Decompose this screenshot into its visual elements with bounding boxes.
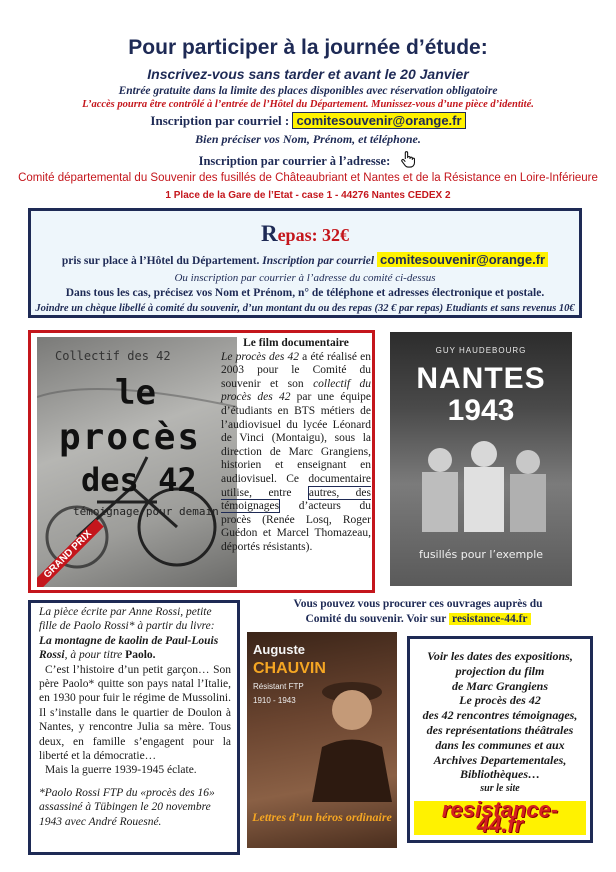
info-line5: sur le site	[480, 783, 520, 795]
meal-payment-note: Joindre un chèque libellé à comité du souvenir, d’un montant du ou des repas (32 € par repas) Etudiants et sans revenus 10€	[35, 303, 575, 314]
meal-registration-line	[31, 252, 579, 267]
info-line1: Voir les dates des expositions, projection du film	[427, 649, 573, 678]
details-note: Bien préciser vos Nom, Prénom, et téléphone.	[195, 132, 421, 146]
film-boxed-text: autres, des témoignages	[221, 486, 371, 513]
play-title-label: , à pour titre	[64, 649, 126, 662]
cover-word-des42: des 42	[81, 461, 197, 499]
pointing-hand-icon	[399, 150, 417, 168]
grand-prix-badge: GRAND PRIX	[37, 519, 104, 587]
info-line4: des 42 rencontres témoignages, des représentations théâtrales dans les communes et aux Archives Departementales, Bibliothèques…	[422, 708, 578, 782]
film-dvd-cover	[37, 337, 237, 587]
purchase-site-link[interactable]: resistance-44.fr	[449, 613, 530, 625]
website-link[interactable]: resistance-44.fr	[414, 801, 586, 835]
meal-email-label: Inscription par courriel	[262, 255, 377, 267]
chauvin-role: Résistant FTP	[253, 682, 304, 691]
group-photo	[390, 432, 572, 542]
play-story-1: C’est l’histoire d’un petit garçon…	[45, 663, 210, 676]
info-line3: Le procès des 42	[459, 693, 541, 708]
access-control-note: L’accès pourra être contrôlé à l’entrée de l’Hôtel du Département. Munissez-vous d’une pièce d’identité.	[82, 99, 534, 110]
meal-onsite-text: pris sur place à l’Hôtel du Département.	[61, 255, 263, 267]
play-intro-text: La pièce écrite par Anne Rossi, petite fille de Paolo Rossi* à partir du livre:	[39, 606, 215, 633]
film-description	[221, 337, 371, 555]
purchase-line2-text: Comité du souvenir. Voir sur	[305, 613, 450, 625]
play-section	[28, 600, 240, 855]
film-collective: collectif du procès des 42	[221, 377, 371, 404]
email-label: Inscription par courriel :	[150, 113, 293, 128]
play-story-2: Son père Paolo* quitte son pays natal l’Italie, en 1930 pour fuir le régime de Mussolini. Il s’installe dans le quartier de Doulon à Nantes, y rencontre Julia sa mère. Tous deux, en famille s’engagent pour la liberté et la démocratie…	[39, 663, 232, 763]
chauvin-first-name: Auguste	[253, 642, 305, 657]
meal-title	[31, 221, 579, 247]
play-title: Paolo.	[125, 649, 156, 662]
film-title: Le procès des 42	[221, 350, 300, 363]
events-info-box	[407, 636, 593, 843]
nantes-1943-book-cover	[390, 332, 572, 586]
play-footnote: *Paolo Rossi FTP du «procès des 16» assassiné à Tübingen le 20 novembre 1943 avec André Rouesné.	[39, 786, 215, 828]
meal-title-initial: R	[260, 221, 278, 246]
book-tagline: fusillés pour l’exemple	[418, 548, 544, 561]
play-story	[39, 663, 231, 764]
committee-address: 1 Place de la Gare de l’Etat - case 1 - 44276 Nantes CEDEX 2	[165, 190, 451, 201]
meal-title-rest: epas: 32€	[277, 225, 350, 245]
film-text-part2: par une équipe d’étudiants en BTS métiers de l’audiovisuel du lycée Léonard de Vinci (Montaigu), sous la direction de Marc Grangiens, historien et enseignant en audiovisuel. Ce documentaire utilise, entre	[221, 391, 372, 499]
meal-details-note: Dans tous les cas, précisez vos Nom et Prénom, n° de téléphone et adresses électronique et postale.	[65, 287, 545, 299]
play-intro	[39, 605, 231, 663]
cover-tagline: témoignage pour demain	[73, 505, 219, 518]
email-registration-line	[0, 113, 616, 129]
film-heading: Le film documentaire	[243, 337, 349, 349]
cover-collective: Collectif des 42	[55, 349, 171, 363]
play-source-book: La montagne de kaolin de Paul-Louis Rossi	[39, 634, 219, 662]
book-author: GUY HAUDEBOURG	[435, 346, 527, 355]
info-line2: de Marc Grangiens	[451, 678, 548, 693]
film-text-part3: d’acteurs du procès (Renée Losq, Roger Guédon et Marcel Thomazeau, déportés résistants).	[221, 500, 371, 553]
book-title-line1: NANTES	[416, 362, 546, 395]
mail-label: Inscription par courrier à l’adresse:	[198, 154, 391, 168]
registration-deadline: Inscrivez-vous sans tarder et avant le 20 Janvier	[147, 66, 469, 82]
portrait-photo	[307, 662, 397, 802]
purchase-line1: Vous pouvez vous procurer ces ouvrages auprès du	[293, 598, 543, 610]
meal-email-link[interactable]: comitesouvenir@orange.fr	[377, 252, 548, 267]
chauvin-subtitle: Lettres d’un héros ordinaire	[252, 810, 392, 824]
chauvin-book-cover	[247, 632, 397, 848]
film-section	[28, 330, 375, 593]
meal-postal-note: Ou inscription par courrier à l’adresse du comité ci-dessus	[174, 272, 436, 284]
play-story-3: Mais la guerre 1939-1945 éclate.	[45, 764, 197, 777]
mail-registration-line	[0, 150, 616, 169]
chauvin-last-name: CHAUVIN	[253, 660, 326, 677]
committee-name: Comité départemental du Souvenir des fusillés de Châteaubriant et Nantes et de la Résistance en Loire-Inférieure	[18, 172, 598, 184]
purchase-note	[243, 597, 593, 627]
book-title-line2: 1943	[447, 394, 515, 427]
meal-box	[28, 208, 582, 318]
film-text-part1: a été réalisé en 2003 pour le Comité du souvenir et son	[221, 350, 372, 390]
registration-email-link[interactable]: comitesouvenir@orange.fr	[292, 112, 465, 129]
cover-word-le: le	[115, 373, 156, 413]
chauvin-years: 1910 - 1943	[253, 696, 296, 705]
purchase-line2	[243, 612, 593, 627]
free-entry-note: Entrée gratuite dans la limite des places disponibles avec réservation obligatoire	[118, 85, 498, 97]
cover-word-proces: procès	[59, 417, 202, 458]
page-title: Pour participer à la journée d’étude:	[128, 36, 488, 59]
